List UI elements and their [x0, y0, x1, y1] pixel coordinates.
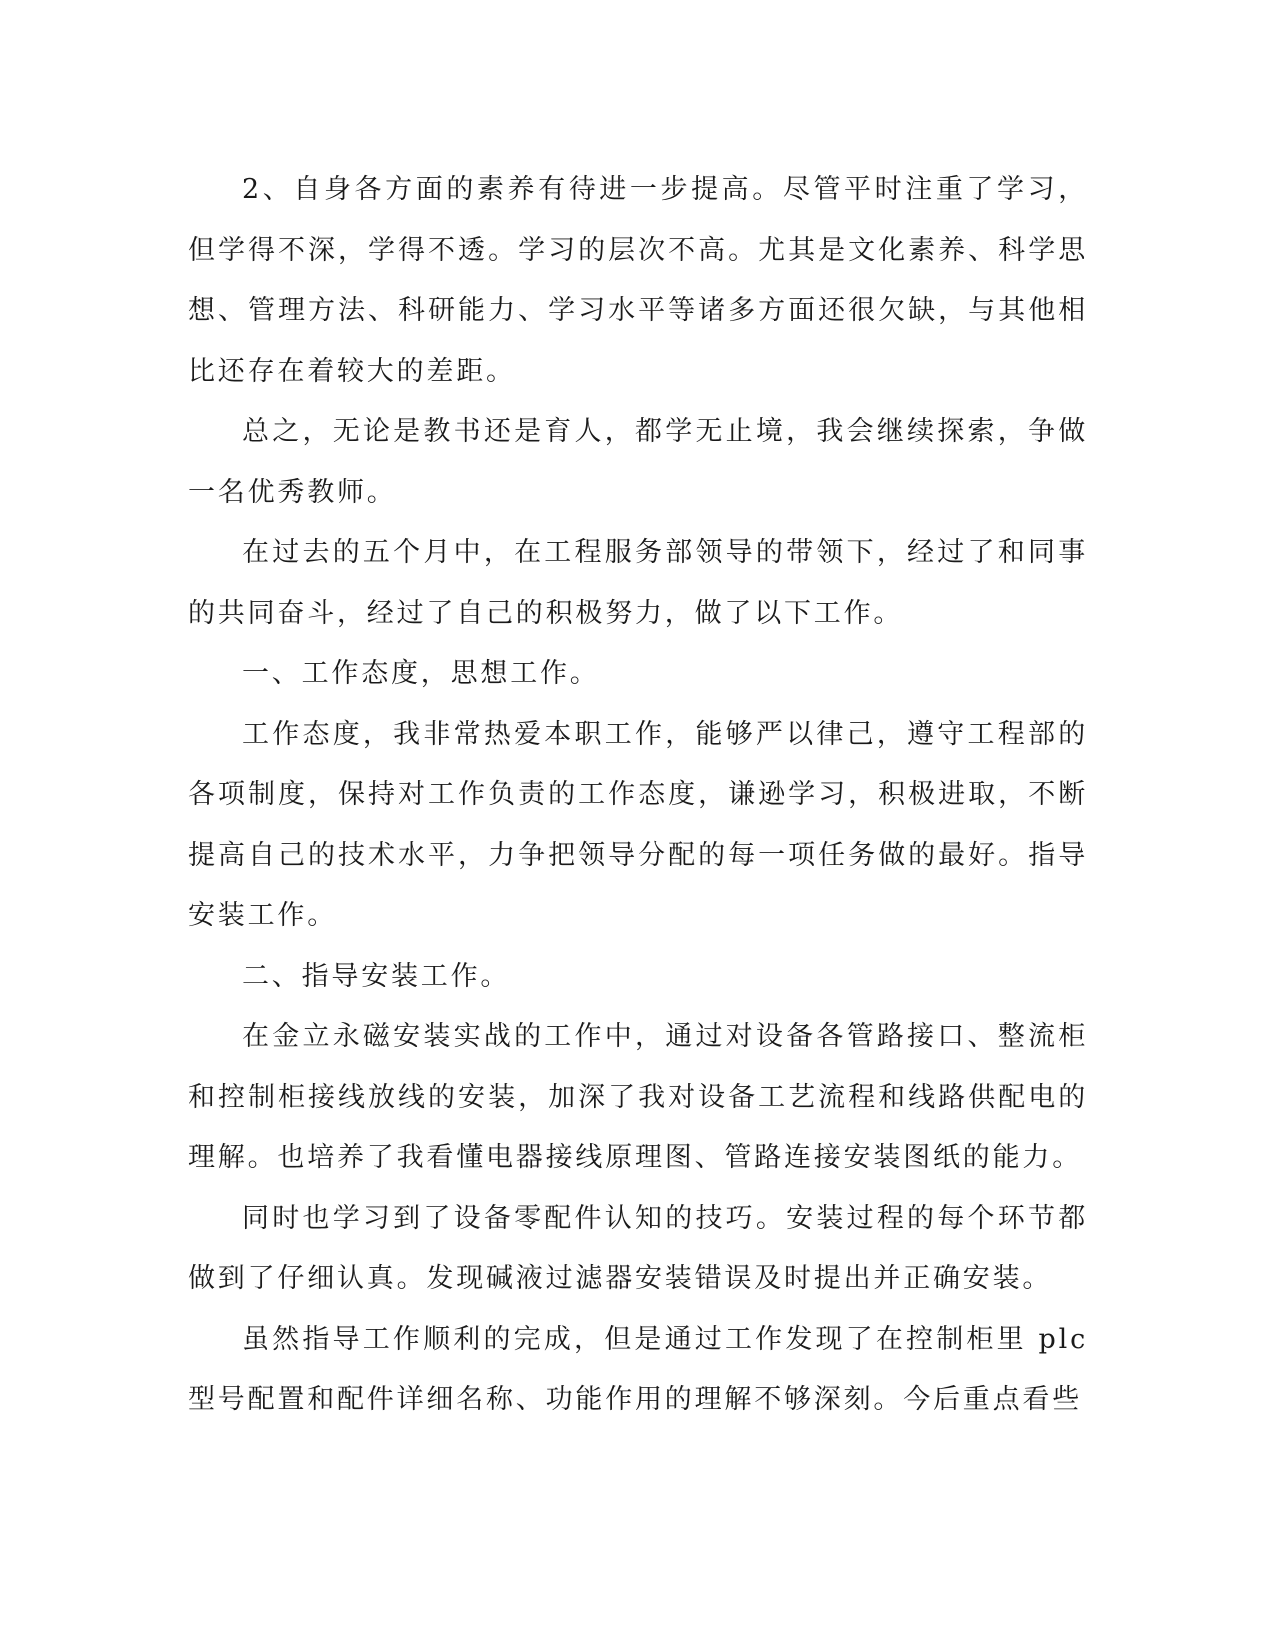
- section-heading-work-attitude: 一、工作态度，思想工作。: [242, 658, 600, 689]
- paragraph-plc-reflection: 虽然指导工作顺利的完成，但是通过工作发现了在控制柜里 plc 型号配置和配件详细名称、功能作用的理解不够深刻。今后重点看些: [188, 1323, 1088, 1415]
- document-body: [188, 160, 1088, 1431]
- paragraph-summary: 总之，无论是教书还是育人，都学无止境，我会继续探索，争做一名优秀教师。: [188, 416, 1088, 508]
- paragraph-work-attitude: 工作态度，我非常热爱本职工作，能够严以律己，遵守工程部的各项制度，保持对工作负责的工作态度，谦逊学习，积极进取，不断提高自己的技术水平，力争把领导分配的每一项任务做的最好。指导安装工作。: [188, 718, 1088, 931]
- paragraph-parts-skills: 同时也学习到了设备零配件认知的技巧。安装过程的每个环节都做到了仔细认真。发现碱液过滤器安装错误及时提出并正确安装。: [188, 1202, 1088, 1294]
- section-heading-installation: 二、指导安装工作。: [242, 960, 511, 992]
- paragraph-work-intro: 在过去的五个月中，在工程服务部领导的带领下，经过了和同事的共同奋斗，经过了自己的积极努力，做了以下工作。: [188, 537, 1088, 629]
- paragraph-installation-practice: 在金立永磁安装实战的工作中，通过对设备各管路接口、整流柜和控制柜接线放线的安装，加深了我对设备工艺流程和线路供配电的理解。也培养了我看懂电器接线原理图、管路连接安装图纸的能力。: [188, 1021, 1088, 1173]
- paragraph-self-improvement: 2、自身各方面的素养有待进一步提高。尽管平时注重了学习，但学得不深，学得不透。学习的层次不高。尤其是文化素养、科学思想、管理方法、科研能力、学习水平等诸多方面还很欠缺，与其他相比还存在着较大的差距。: [188, 174, 1088, 387]
